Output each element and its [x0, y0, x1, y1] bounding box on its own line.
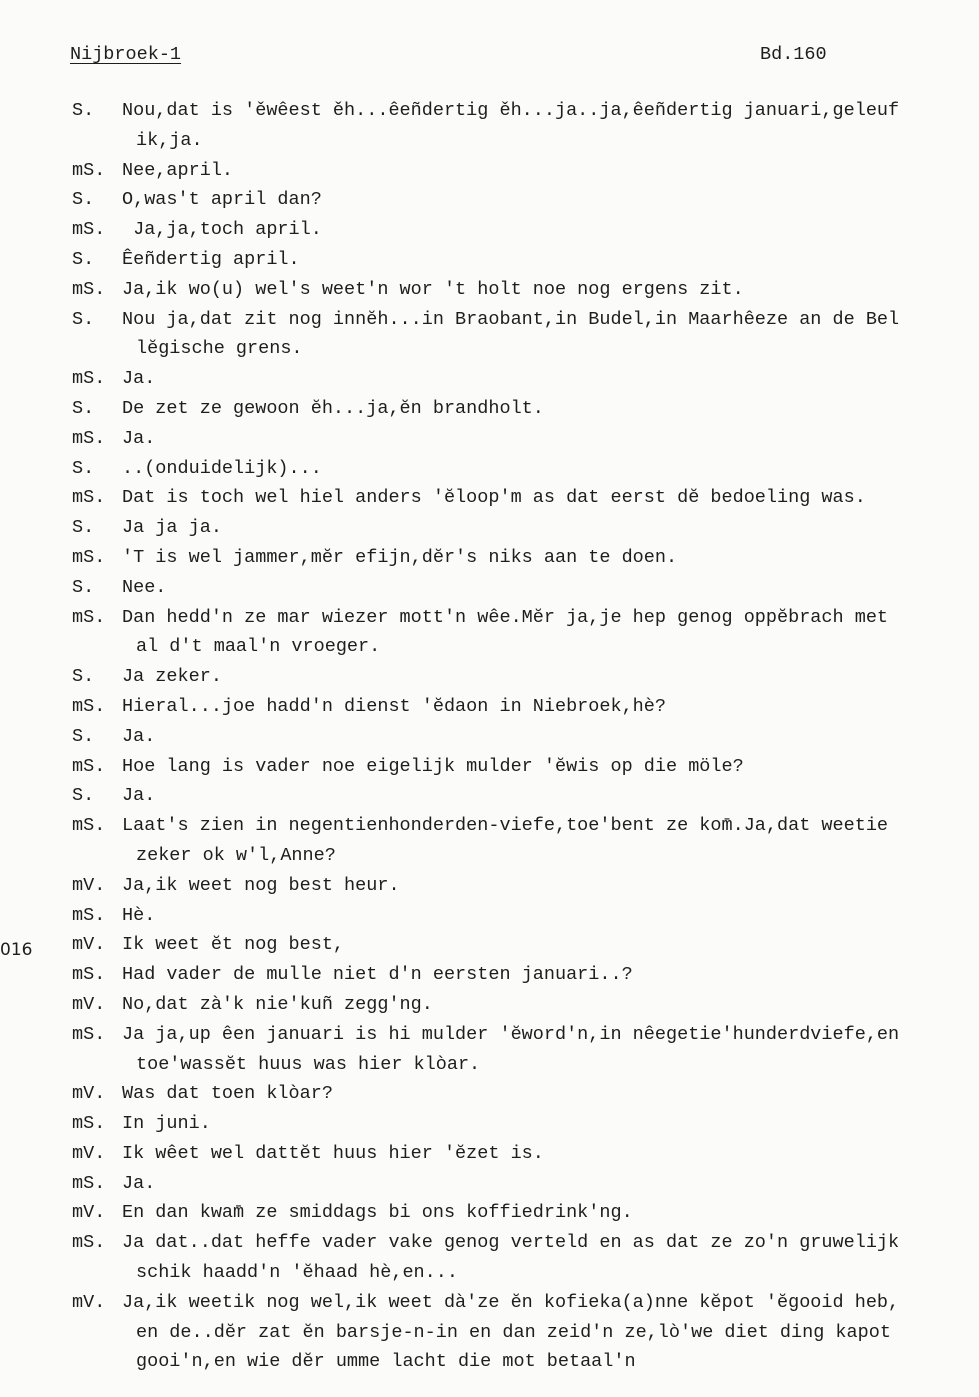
transcript-turn	[72, 722, 979, 752]
speaker-label: mS.	[72, 219, 106, 241]
utterance	[122, 1109, 979, 1139]
transcript-turn	[72, 1020, 979, 1080]
utterance-line: Ja ja ja.	[122, 517, 222, 539]
utterance-line: Was dat toen klòar?	[122, 1083, 333, 1105]
utterance-line: Ja,ik weet nog best heur.	[122, 874, 400, 896]
margin-number: 016	[0, 940, 33, 960]
utterance-line: Ja dat..dat heffe vader vake genog verteld en as dat ze zo'n gruwelijk	[122, 1232, 900, 1254]
transcript-turn	[72, 364, 979, 394]
utterance	[122, 1079, 979, 1109]
utterance	[122, 424, 979, 454]
utterance-line: en de..dĕr zat ĕn barsje-n-in en dan zeid'n ze,lò'we diet ding kapot	[136, 1321, 891, 1343]
transcript-turn	[72, 1079, 979, 1109]
utterance-line: Nou,dat is 'ěwêest ěh...êeñdertig ěh...ja..ja,êeñdertig januari,geleuf	[122, 100, 900, 121]
speaker-label: mV.	[72, 934, 106, 956]
speaker-label: mS.	[72, 1113, 106, 1135]
transcript-turn	[72, 1228, 979, 1288]
utterance-line: Hè.	[122, 904, 156, 926]
transcript-turn	[72, 543, 979, 573]
transcript-turn	[72, 215, 979, 245]
utterance	[122, 156, 979, 186]
speaker-label: mS.	[72, 695, 106, 717]
utterance	[122, 662, 979, 692]
utterance-line: Nee,april.	[122, 159, 234, 181]
utterance-line: Ja,ik wo(u) wel's weet'n wor 't holt noe nog ergens zit.	[122, 278, 744, 300]
transcript-turn	[72, 245, 979, 275]
utterance	[122, 215, 979, 245]
utterance-line: Ja,ik weetik nog wel,ik weet dà'ze ĕn kofieka(a)nne kĕpot 'ĕgooid heb,	[122, 1291, 900, 1313]
utterance	[122, 185, 979, 215]
speaker-label: S.	[72, 397, 95, 419]
utterance	[122, 96, 979, 156]
transcript-turn	[72, 1169, 979, 1199]
transcript-turn	[72, 811, 979, 871]
utterance-line: Ja ja,up êen januari is hi mulder 'ĕword'n,in nêegetie'hunderdviefe,en	[122, 1023, 900, 1045]
utterance-line: Ja.	[122, 427, 156, 449]
transcript-turn	[72, 96, 979, 156]
transcript-turn	[72, 1288, 979, 1377]
transcript-turn	[72, 901, 979, 931]
transcript-turn	[72, 573, 979, 603]
utterance	[122, 483, 979, 513]
utterance-line: lĕgische grens.	[136, 338, 303, 360]
speaker-label: mS.	[72, 546, 106, 568]
utterance	[122, 573, 979, 603]
utterance-line: ik,ja.	[136, 129, 203, 151]
speaker-label: S.	[72, 517, 95, 539]
utterance-line: toe'wassĕt huus was hier klòar.	[136, 1053, 481, 1075]
transcript-turn	[72, 662, 979, 692]
utterance-line: Dat is toch wel hiel anders 'ĕloop'm as dat eerst dĕ bedoeling was.	[122, 487, 866, 509]
utterance	[122, 781, 979, 811]
utterance-line: Ja.	[122, 725, 156, 747]
utterance	[122, 603, 979, 663]
utterance	[122, 990, 979, 1020]
speaker-label: mS.	[72, 1232, 106, 1254]
speaker-label: S.	[72, 189, 95, 211]
utterance-line: gooi'n,en wie dĕr umme lacht die mot betaal'n	[136, 1351, 636, 1373]
transcript-turn	[72, 394, 979, 424]
utterance	[122, 752, 979, 782]
speaker-label: S.	[72, 308, 95, 330]
speaker-label: mS.	[72, 159, 106, 181]
speaker-label: S.	[72, 576, 95, 598]
utterance	[122, 722, 979, 752]
utterance	[122, 364, 979, 394]
speaker-label: mV.	[72, 874, 106, 896]
utterance-line: Ja.	[122, 368, 156, 390]
utterance	[122, 245, 979, 275]
utterance-line: In juni.	[122, 1113, 211, 1135]
utterance-line: Dan hedd'n ze mar wiezer mott'n wêe.Mĕr ja,je hep genog oppĕbrach met	[122, 606, 889, 628]
speaker-label: S.	[72, 457, 95, 479]
transcript-turn	[72, 603, 979, 663]
transcript-turn	[72, 930, 979, 960]
transcript-turn	[72, 960, 979, 990]
transcript-turn	[72, 275, 979, 305]
utterance-line: Ik wêet wel dattĕt huus hier 'ĕzet is.	[122, 1142, 544, 1164]
transcript-turn	[72, 781, 979, 811]
speaker-label: mV.	[72, 1202, 106, 1224]
speaker-label: mS.	[72, 1023, 106, 1045]
speaker-label: mS.	[72, 427, 106, 449]
speaker-label: mV.	[72, 1291, 106, 1313]
utterance-line: ..(onduidelijk)...	[122, 457, 322, 479]
speaker-label: mV.	[72, 1142, 106, 1164]
speaker-label: S.	[72, 785, 95, 807]
speaker-label: mS.	[72, 1172, 106, 1194]
utterance-line: schik haadd'n 'ĕhaad hè,en...	[136, 1262, 458, 1284]
speaker-label: mS.	[72, 815, 106, 837]
utterance-line: Êeñdertig april.	[122, 248, 300, 270]
utterance	[122, 454, 979, 484]
speaker-label: S.	[72, 100, 95, 121]
speaker-label: S.	[72, 725, 95, 747]
utterance-line: al d't maal'n vroeger.	[136, 636, 381, 658]
utterance	[122, 1020, 979, 1080]
utterance-line: Ja zeker.	[122, 666, 222, 688]
utterance	[122, 1169, 979, 1199]
speaker-label: mS.	[72, 755, 106, 777]
utterance	[122, 960, 979, 990]
transcript-turn	[72, 185, 979, 215]
utterance	[122, 394, 979, 424]
transcript-turn	[72, 305, 979, 365]
speaker-label: mS.	[72, 368, 106, 390]
transcript-turn	[72, 871, 979, 901]
transcript-turn	[72, 513, 979, 543]
utterance-line: Nee.	[122, 576, 167, 598]
utterance	[122, 1139, 979, 1169]
transcript-turn	[72, 990, 979, 1020]
utterance	[122, 901, 979, 931]
document-reference: Bd.160	[760, 44, 827, 65]
utterance	[122, 1228, 979, 1288]
utterance	[122, 543, 979, 573]
speaker-label: mS.	[72, 964, 106, 986]
speaker-label: mV.	[72, 993, 106, 1015]
transcript-turn	[72, 752, 979, 782]
utterance	[122, 1198, 979, 1228]
transcript-turn	[72, 1109, 979, 1139]
transcript-turn	[72, 483, 979, 513]
utterance	[122, 871, 979, 901]
speaker-label: mS.	[72, 606, 106, 628]
utterance-line: Ja.	[122, 1172, 156, 1194]
speaker-label: mV.	[72, 1083, 106, 1105]
utterance-line: Ja.	[122, 785, 156, 807]
transcript-turn	[72, 1139, 979, 1169]
utterance-line: 'T is wel jammer,mĕr efijn,dĕr's niks aan te doen.	[122, 546, 678, 568]
utterance-line: Had vader de mulle niet d'n eersten januari..?	[122, 964, 633, 986]
utterance	[122, 692, 979, 722]
utterance	[122, 811, 979, 871]
utterance-line: No,dat zà'k nie'kuñ zegg'ng.	[122, 993, 433, 1015]
utterance-line: zeker ok w'l,Anne?	[136, 844, 336, 866]
transcript-turn	[72, 1198, 979, 1228]
utterance	[122, 305, 979, 365]
utterance-line: Ik weet ĕt nog best,	[122, 934, 345, 956]
utterance-line: Laat's zien in negentienhonderden-viefe,toe'bent ze kom̄.Ja,dat weetie	[122, 815, 889, 837]
speaker-label: mS.	[72, 278, 106, 300]
utterance	[122, 275, 979, 305]
transcript-turn	[72, 424, 979, 454]
utterance	[122, 930, 979, 960]
utterance-line: En dan kwam̄ ze smiddags bi ons koffiedrink'ng.	[122, 1202, 633, 1224]
utterance-line: De zet ze gewoon ĕh...ja,ĕn brandholt.	[122, 397, 544, 419]
document-title: Nijbroek-1	[70, 44, 182, 65]
utterance-line: Ja,ja,toch april.	[122, 219, 322, 241]
utterance	[122, 1288, 979, 1377]
transcript-turn	[72, 156, 979, 186]
speaker-label: mS.	[72, 904, 106, 926]
utterance	[122, 513, 979, 543]
transcript-turn	[72, 692, 979, 722]
transcript-turn	[72, 454, 979, 484]
utterance-line: Nou ja,dat zit nog innĕh...in Braobant,in Budel,in Maarhêeze an de Bel	[122, 308, 900, 330]
utterance-line: Hoe lang is vader noe eigelijk mulder 'ĕwis op die möle?	[122, 755, 744, 777]
speaker-label: S.	[72, 248, 95, 270]
utterance-line: Hieral...joe hadd'n dienst 'ĕdaon in Niebroek,hè?	[122, 695, 666, 717]
speaker-label: S.	[72, 666, 95, 688]
speaker-label: mS.	[72, 487, 106, 509]
transcript	[72, 96, 979, 1377]
utterance-line: O,was't april dan?	[122, 189, 322, 211]
